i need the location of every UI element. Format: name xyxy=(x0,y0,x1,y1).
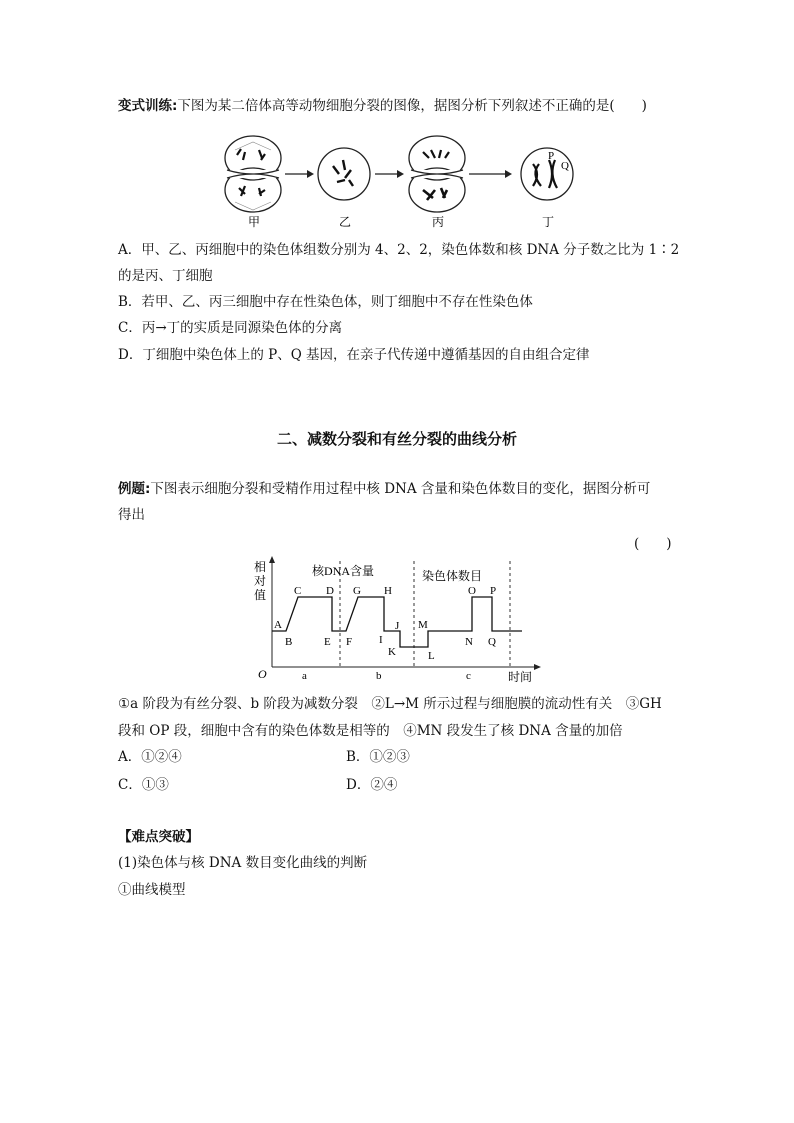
segment-c: c xyxy=(466,670,471,682)
example-option-a: A．①②④ xyxy=(118,749,182,765)
section-title: 二、减数分裂和有丝分裂的曲线分析 xyxy=(276,430,517,448)
point-g: G xyxy=(353,585,361,597)
arrow-2 xyxy=(375,170,404,178)
point-o: O xyxy=(468,585,476,597)
y-label-1: 相 xyxy=(254,560,267,574)
point-e: E xyxy=(324,636,331,648)
example-option-b: B．①②③ xyxy=(346,749,410,765)
cell-jia xyxy=(225,136,281,212)
cell-label-jia: 甲 xyxy=(248,215,261,229)
point-n: N xyxy=(465,636,473,648)
point-c: C xyxy=(294,585,302,597)
point-m: M xyxy=(418,619,428,631)
x-axis-label: 时间 xyxy=(508,670,533,684)
variant-training-stem xyxy=(118,96,647,116)
difficulty-title: 【难点突破】 xyxy=(118,829,199,845)
cell-bing xyxy=(409,136,465,212)
point-f: F xyxy=(346,636,353,648)
cell-division-figure xyxy=(215,130,595,230)
point-d: D xyxy=(326,585,334,597)
statement-line2: 段和 OP 段，细胞中含有的染色体数是相等的 ④MN 段发生了核 DNA 含量的加倍 xyxy=(118,723,623,739)
origin-label: O xyxy=(258,667,267,681)
segment-b: b xyxy=(376,670,382,682)
cell-label-ding: 丁 xyxy=(542,215,555,229)
variant-training-text: 下图为某二倍体高等动物细胞分裂的图像，据图分析下列叙述不正确的是( ) xyxy=(177,98,647,114)
point-k: K xyxy=(388,646,396,658)
cell-yi xyxy=(318,148,370,200)
point-a: A xyxy=(274,619,282,631)
point-j: J xyxy=(395,620,400,632)
dna-chromosome-chart xyxy=(250,555,550,685)
point-q: Q xyxy=(488,636,496,648)
region-title-dna: 核DNA含量 xyxy=(312,564,374,578)
y-label-3: 值 xyxy=(254,588,267,602)
cell-label-yi: 乙 xyxy=(339,215,352,229)
difficulty-line2: ①曲线模型 xyxy=(118,882,186,898)
answer-blank: ( ) xyxy=(634,536,672,552)
option-a-line1: A．甲、乙、丙细胞中的染色体组数分别为 4、2、2，染色体数和核 DNA 分子数之比为 1∶2 xyxy=(118,242,680,258)
segment-a: a xyxy=(302,670,307,682)
option-d: D．丁细胞中染色体上的 P、Q 基因，在亲子代传递中遵循基因的自由组合定律 xyxy=(118,347,590,363)
dna-curve xyxy=(272,597,414,647)
chart-axes xyxy=(269,556,541,670)
arrow-3 xyxy=(469,170,512,178)
point-i: I xyxy=(379,634,383,646)
example-stem-line1 xyxy=(118,479,650,499)
point-b: B xyxy=(285,636,293,648)
example-label: 例题: xyxy=(118,481,151,497)
gene-label-q: Q xyxy=(561,160,569,172)
example-stem-text: 下图表示细胞分裂和受精作用过程中核 DNA 含量和染色体数目的变化，据图分析可 xyxy=(150,481,651,497)
variant-training-label: 变式训练: xyxy=(118,98,178,114)
option-c: C．丙→丁的实质是同源染色体的分离 xyxy=(118,320,343,336)
difficulty-line1: (1)染色体与核 DNA 数目变化曲线的判断 xyxy=(118,855,368,871)
example-stem-line2: 得出 xyxy=(118,507,145,523)
gene-label-p: P xyxy=(548,150,555,162)
y-label-2: 对 xyxy=(254,574,267,588)
region-title-chromosome: 染色体数目 xyxy=(422,569,483,583)
statement-line1: ①a 阶段为有丝分裂、b 阶段为减数分裂 ②L→M 所示过程与细胞膜的流动性有关 ③GH xyxy=(118,696,662,712)
option-b: B．若甲、乙、丙三细胞中存在性染色体，则丁细胞中不存在性染色体 xyxy=(118,294,533,310)
point-h: H xyxy=(384,585,392,597)
example-option-c: C．①③ xyxy=(118,777,169,793)
cell-label-bing: 丙 xyxy=(432,215,445,229)
option-a-line2: 的是丙、丁细胞 xyxy=(118,268,213,284)
point-p: P xyxy=(490,585,497,597)
example-option-d: D．②④ xyxy=(346,777,398,793)
cell-ding xyxy=(521,148,573,200)
arrow-1 xyxy=(285,170,314,178)
point-l: L xyxy=(428,650,435,662)
